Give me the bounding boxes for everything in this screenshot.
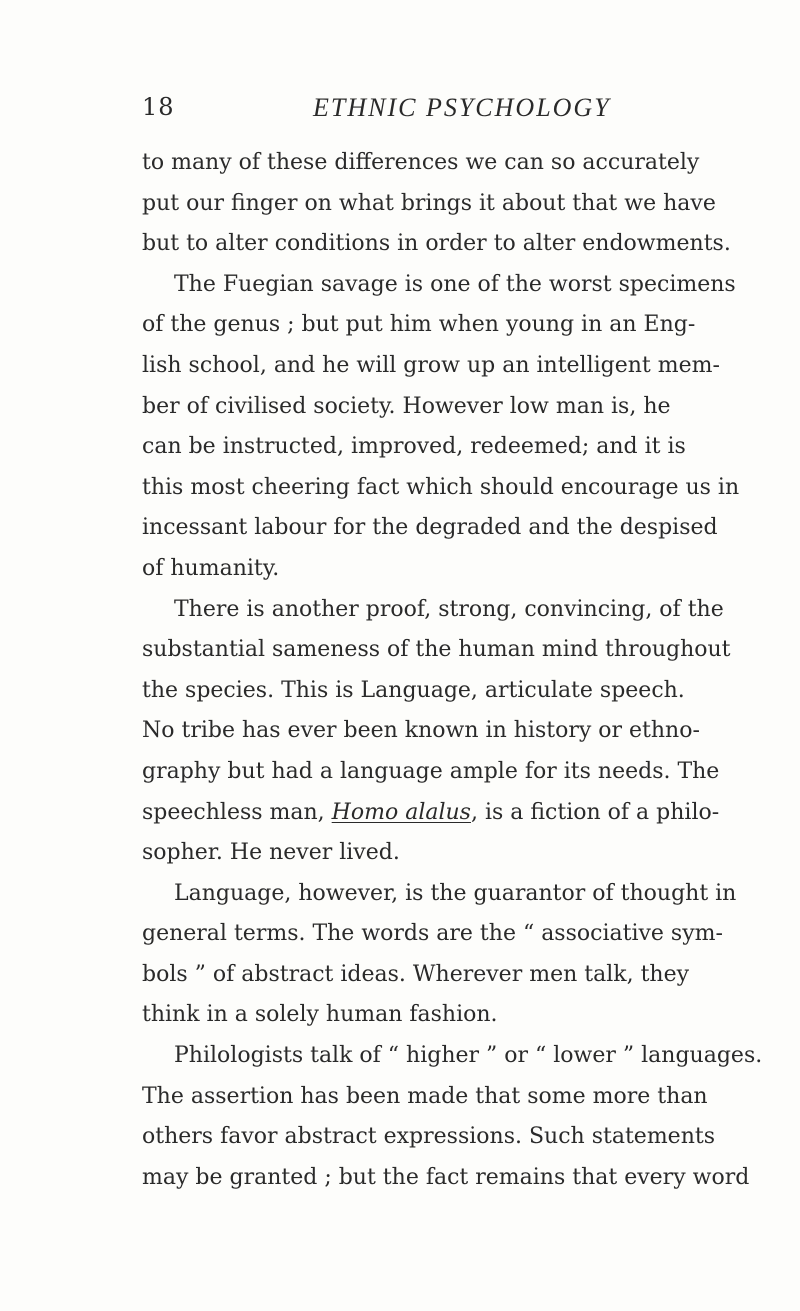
- text-line: substantial sameness of the human mind throughout: [142, 637, 731, 663]
- text-line: of the genus ; but put him when young in an Eng-: [142, 312, 696, 338]
- text-line: graphy but had a language ample for its needs. The: [142, 758, 720, 784]
- text-line: put our finger on what brings it about that we have: [142, 190, 716, 216]
- text-line-with-italic: [142, 793, 720, 834]
- body-text: [142, 143, 763, 1198]
- text-segment: , is a fiction of a philo-: [470, 799, 720, 825]
- text-line: but to alter conditions in order to alter endowments.: [142, 231, 731, 257]
- text-line: Language, however, is the guarantor of thought in: [174, 880, 737, 906]
- text-line: can be instructed, improved, redeemed; and it is: [142, 434, 686, 460]
- page-header: [142, 93, 622, 133]
- text-line: ber of civilised society. However low man is, he: [142, 393, 671, 419]
- text-line: think in a solely human fashion.: [142, 1002, 498, 1028]
- text-line: lish school, and he will grow up an intelligent mem-: [142, 352, 720, 378]
- text-line: others favor abstract expressions. Such statements: [142, 1124, 715, 1150]
- text-line: There is another proof, strong, convincing, of the: [174, 596, 724, 622]
- text-line: bols ” of abstract ideas. Wherever men talk, they: [142, 961, 690, 987]
- text-line: may be granted ; but the fact remains that every word: [142, 1164, 750, 1190]
- text-line: The Fuegian savage is one of the worst specimens: [174, 271, 736, 297]
- italic-term: Homo alalus: [331, 799, 471, 825]
- running-title: ETHNIC PSYCHOLOGY: [313, 93, 611, 122]
- text-line: of humanity.: [142, 555, 280, 581]
- text-line: incessant labour for the degraded and the despised: [142, 515, 718, 541]
- text-line: to many of these differences we can so accurately: [142, 150, 700, 175]
- text-segment: speechless man,: [142, 799, 332, 825]
- text-line: the species. This is Language, articulate speech.: [142, 677, 685, 703]
- text-line: The assertion has been made that some more than: [142, 1083, 708, 1109]
- text-line: No tribe has ever been known in history or ethno-: [142, 718, 700, 744]
- text-line: Philologists talk of “ higher ” or “ lower ” languages.: [174, 1043, 763, 1069]
- text-line: sopher. He never lived.: [142, 840, 400, 866]
- text-line: general terms. The words are the “ associative sym-: [142, 921, 723, 947]
- page-number: 18: [142, 93, 175, 121]
- text-line: this most cheering fact which should encourage us in: [142, 474, 740, 500]
